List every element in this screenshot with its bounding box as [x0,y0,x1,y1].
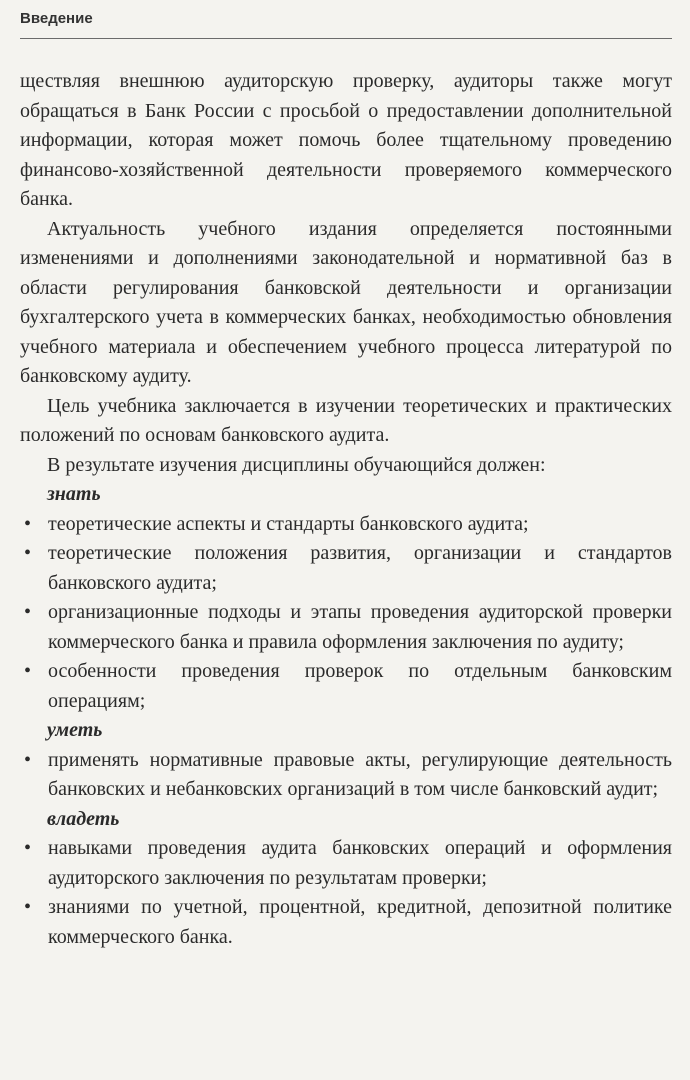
bullet-icon: • [24,542,32,564]
section-heading-be-able: уметь [47,719,103,741]
list-item [20,510,672,540]
list-item-text: организационные подходы и этапы проведения аудиторской проверки коммерческого банка и правила оформления заключения по аудиту; [48,601,672,653]
paragraph-relevance: Актуальность учебного издания определяется постоянными изменениями и дополнениями законодательной и нормативной баз в области регулирования банковской деятельности и организации бухгалтерского учета в коммерческих банках, необходимостью обновления учебного материала и обеспечением учебного процесса литературой по банковскому аудиту. [20,217,672,387]
bullet-icon: • [24,512,32,535]
list-item-text: навыками проведения аудита банковских операций и оформления аудиторского заключения по результатам проверки; [48,837,672,889]
bullet-icon: • [24,601,32,623]
list-item [20,893,672,952]
bullet-icon: • [24,748,32,771]
list-item-text: знаниями по учетной, процентной, кредитной, депозитной политике коммерческого банка. [48,896,672,948]
bullet-icon: • [24,660,32,682]
list-item [20,834,672,893]
paragraph-outcomes: В результате изучения дисциплины обучающийся должен: [47,453,546,476]
bullet-icon: • [24,837,32,859]
paragraph-goal: Цель учебника заключается в изучении теоретических и практических положений по основам банковского аудита. [20,394,672,446]
list-item-text: применять нормативные правовые акты, регулирующие деятельность банковских и небанковских организаций в том числе банковский аудит; [48,748,672,800]
paragraph-continuation: ществляя внешнюю аудиторскую проверку, аудиторы также могут обращаться в Банк России с просьбой о предоставлении дополнительной информации, которая может помочь более тщательному проведению финансово-хозяйственной деятельности проверяемого коммерческого банка. [20,70,672,210]
page-header [20,6,672,39]
list-item-text: теоретические аспекты и стандарты банковского аудита; [48,512,529,535]
list-item-text: теоретические положения развития, организации и стандартов банковского аудита; [48,542,672,594]
running-head: Введение [20,10,93,27]
bullet-icon: • [24,896,32,918]
section-heading-master: владеть [47,807,120,830]
list-item [20,539,672,598]
list-item-text: особенности проведения проверок по отдельным банковским операциям; [48,660,672,712]
list-item [20,598,672,657]
list-item [20,657,672,716]
section-heading-know: знать [47,483,101,505]
body-text [20,67,672,952]
list-item [20,746,672,805]
